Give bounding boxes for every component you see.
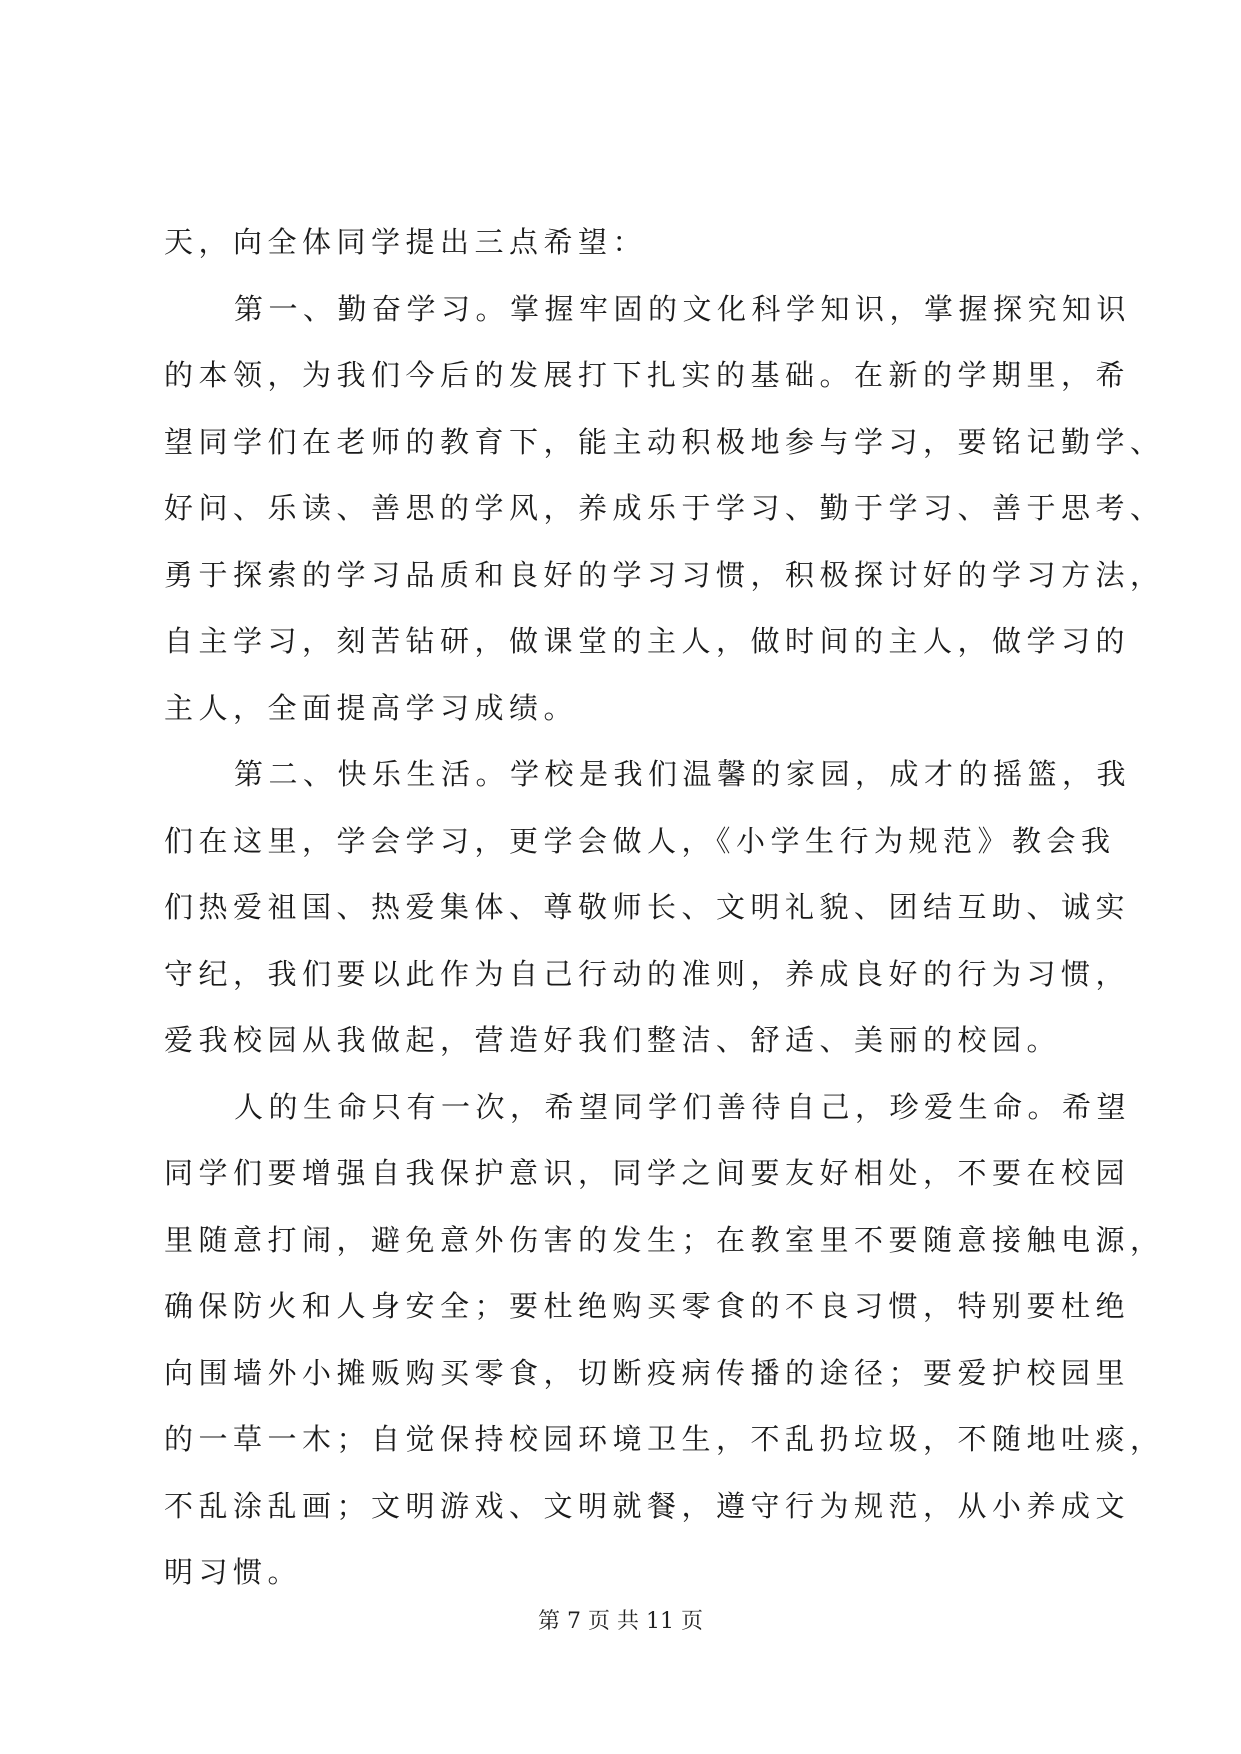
text-line: 望同学们在老师的教育下，能主动积极地参与学习，要铭记勤学、 — [164, 424, 1165, 459]
text-line: 向围墙外小摊贩购买零食，切断疫病传播的途径；要爱护校园里 — [164, 1355, 1131, 1390]
text-line: 爱我校园从我做起，营造好我们整洁、舒适、美丽的校园。 — [164, 1023, 1062, 1057]
body-text — [164, 209, 1165, 1606]
page-number-footer: 第 7 页 共 11 页 — [538, 1609, 703, 1634]
text-line: 的一草一木；自觉保持校园环境卫生，不乱扔垃圾，不随地吐痰， — [164, 1422, 1165, 1456]
paragraph-first-line: 第一、勤奋学习。掌握牢固的文化科学知识，掌握探究知识 — [234, 291, 1132, 326]
text-line: 们在这里，学会学习，更学会做人，《小学生行为规范》教会我 — [164, 823, 1116, 858]
paragraph-first-line: 人的生命只有一次，希望同学们善待自己，珍爱生命。希望 — [234, 1089, 1132, 1124]
text-line: 明习惯。 — [164, 1555, 303, 1589]
text-line: 的本领，为我们今后的发展打下扎实的基础。在新的学期里，希 — [164, 358, 1131, 392]
paragraph-first-line: 第二、快乐生活。学校是我们温馨的家园，成才的摇篮，我 — [234, 757, 1132, 791]
text-line: 守纪，我们要以此作为自己行动的准则，养成良好的行为习惯， — [164, 956, 1131, 991]
text-line: 们热爱祖国、热爱集体、尊敬师长、文明礼貌、团结互助、诚实 — [164, 890, 1131, 924]
text-line: 同学们要增强自我保护意识，同学之间要友好相处，不要在校园 — [164, 1156, 1131, 1190]
text-line: 不乱涂乱画；文明游戏、文明就餐，遵守行为规范，从小养成文 — [164, 1488, 1131, 1523]
text-line: 确保防火和人身安全；要杜绝购买零食的不良习惯，特别要杜绝 — [164, 1289, 1131, 1323]
text-line: 勇于探索的学习品质和良好的学习习惯，积极探讨好的学习方法， — [164, 557, 1165, 592]
text-line: 自主学习，刻苦钻研，做课堂的主人，做时间的主人，做学习的 — [164, 624, 1131, 658]
text-line: 里随意打闹，避免意外伤害的发生；在教室里不要随意接触电源， — [164, 1222, 1165, 1257]
text-line: 好问、乐读、善思的学风，养成乐于学习、勤于学习、善于思考、 — [164, 491, 1165, 525]
text-line: 主人，全面提高学习成绩。 — [164, 690, 579, 725]
text-line: 天，向全体同学提出三点希望： — [164, 225, 648, 259]
